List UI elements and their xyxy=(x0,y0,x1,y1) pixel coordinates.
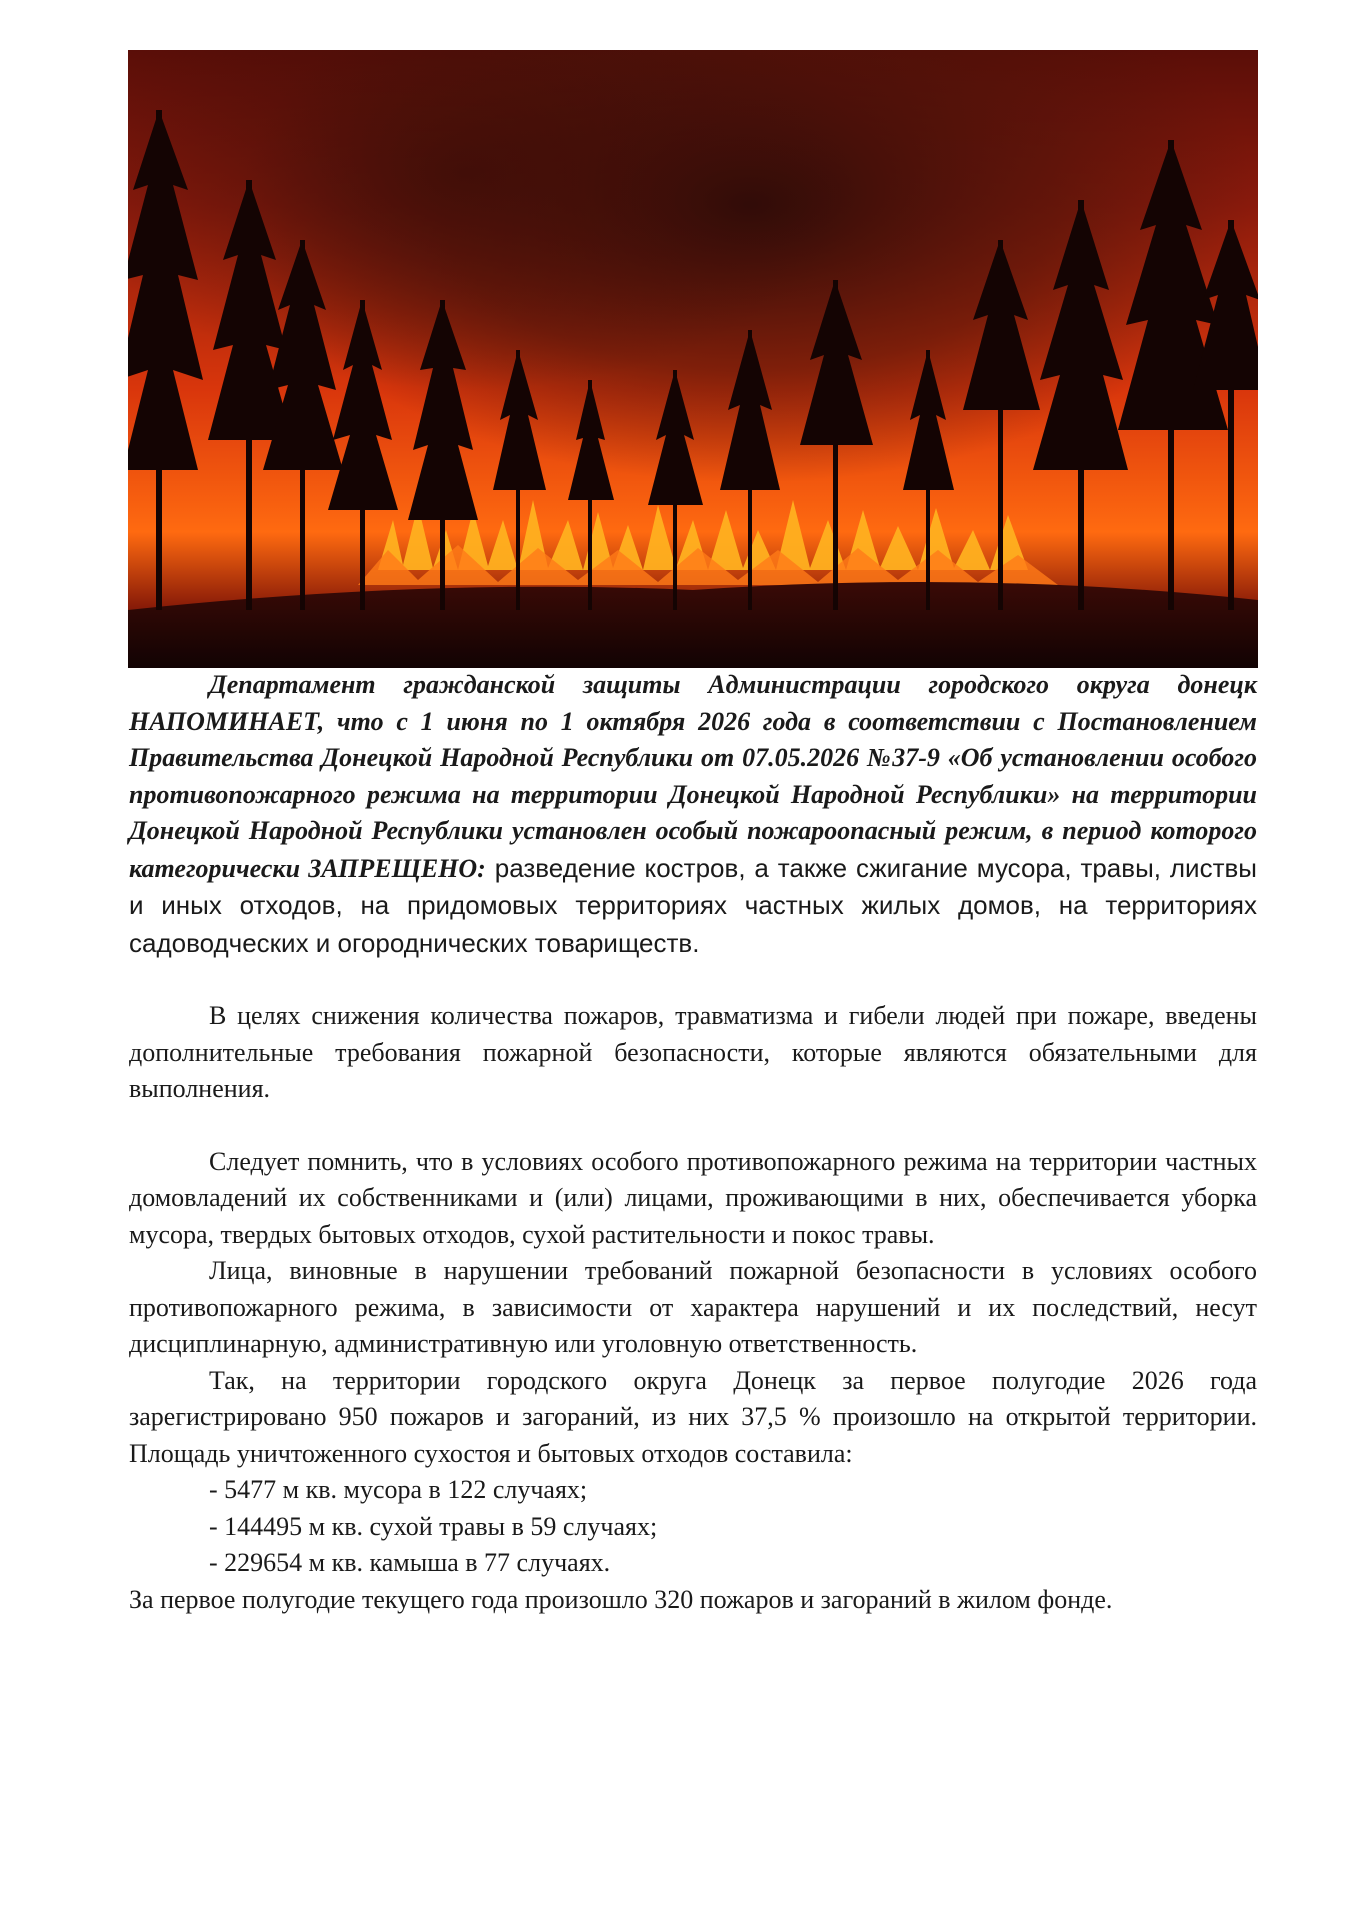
statistics-list xyxy=(129,1472,1257,1582)
list-item: - 5477 м кв. мусора в 122 случаях; xyxy=(209,1475,588,1504)
notice-text xyxy=(129,667,1257,1618)
list-item: - 229654 м кв. камыша в 77 случаях. xyxy=(209,1548,611,1577)
lead-bold-text: Департамент гражданской защиты Администрации городского округа донецк НАПОМИНАЕТ, что с 1 июня по 1 октября 2026 года в соответствии с Постановлением Правительства Донецкой Народной Республики от 07.05.2026 №37-9 «Об установлении особого противопожарного режима на территории Донецкой Народной Республики» на территории Донецкой Народной Республики установлен особый пожароопасный режим, в период которого категорически ЗАПРЕЩЕНО: xyxy=(129,670,1257,883)
list-item: - 144495 м кв. сухой травы в 59 случаях; xyxy=(209,1511,658,1541)
paragraph-owners-duties: Следует помнить, что в условиях особого противопожарного режима на территории частных домовладений их собственниками и (или) лицами, проживающими в них, обеспечивается уборка мусора, твердых бытовых отходов, сухой растительности и покос травы. xyxy=(129,1146,1257,1249)
paragraph-requirements: В целях снижения количества пожаров, травматизма и гибели людей при пожаре, введены дополнительные требования пожарной безопасности, которые являются обязательными для выполнения. xyxy=(129,1001,1257,1103)
forest-fire-photo xyxy=(128,50,1258,668)
paragraph-statistics: Так, на территории городского округа Донецк за первое полугодие 2026 года зарегистрировано 950 пожаров и загораний, из них 37,5 % произошло на открытой территории. Площадь уничтоженного сухостоя и бытовых отходов составила: xyxy=(129,1365,1257,1468)
lead-plain-text: разведение костров, а также сжигание мусора, травы, листвы и иных отходов, на придомовых территориях частных жилых домов, на территориях садоводческих и огороднических товариществ. xyxy=(129,852,1257,958)
paragraph-residential-fires: За первое полугодие текущего года произошло 320 пожаров и загораний в жилом фонде. xyxy=(129,1584,1113,1614)
paragraph-liability: Лица, виновные в нарушении требований пожарной безопасности в условиях особого противопожарного режима, в зависимости от характера нарушений и их последствий, несут дисциплинарную, административную или уголовную ответственность. xyxy=(129,1256,1257,1358)
lead-paragraph xyxy=(129,667,1257,962)
